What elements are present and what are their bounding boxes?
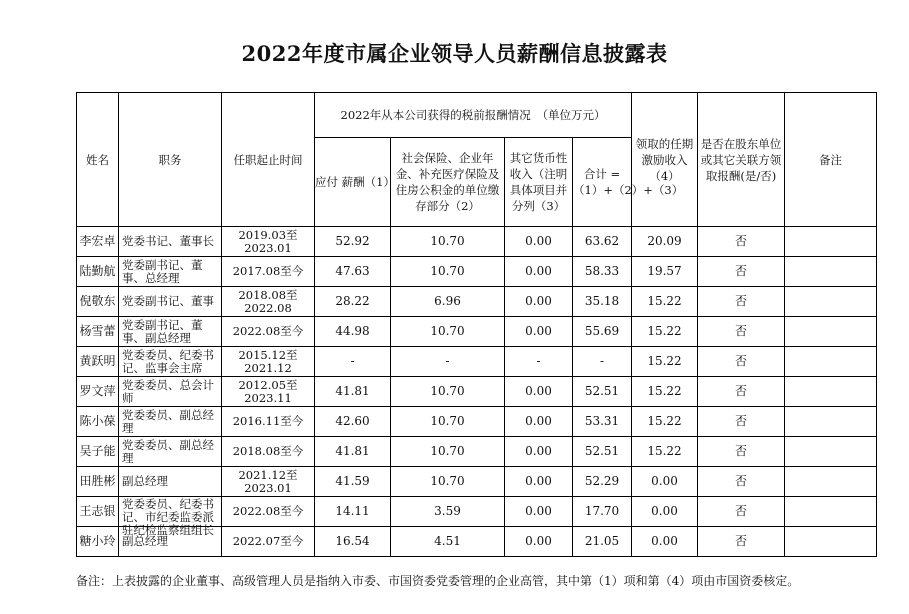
cell-related-party xyxy=(698,227,785,257)
cell-name xyxy=(77,467,119,497)
cell-remarks xyxy=(785,527,877,557)
cell-insurance xyxy=(391,407,505,437)
cell-incentive-text: 15.22 xyxy=(647,414,682,428)
header-other-income: 其它货币性收入（注明具体项目并分列（3） xyxy=(505,138,573,227)
cell-incentive-text: 19.57 xyxy=(647,264,682,278)
cell-other-income xyxy=(505,497,573,527)
cell-position-text: 党委委员、副总经理 xyxy=(122,437,214,465)
cell-position xyxy=(119,257,222,287)
cell-salary xyxy=(315,287,391,317)
cell-name-text: 糖小玲 xyxy=(79,534,116,548)
cell-total xyxy=(573,527,632,557)
cell-salary-text: 42.60 xyxy=(335,414,370,428)
cell-name xyxy=(77,347,119,377)
cell-other-income-text: 0.00 xyxy=(525,234,552,248)
cell-salary xyxy=(315,317,391,347)
header-insurance: 社会保险、企业年金、补充医疗保险及住房公积金的单位缴存部分（2） xyxy=(391,138,505,227)
cell-position-text: 党委书记、董事长 xyxy=(122,234,214,248)
cell-incentive xyxy=(632,437,698,467)
cell-total xyxy=(573,467,632,497)
cell-salary-text: 16.54 xyxy=(335,534,370,548)
cell-remarks xyxy=(785,437,877,467)
cell-other-income-text: - xyxy=(536,354,541,368)
cell-tenure-text: 2012.05至2023.11 xyxy=(238,377,298,405)
cell-incentive-text: 15.22 xyxy=(647,354,682,368)
cell-position-text: 党委委员、副总经理 xyxy=(122,407,214,435)
cell-other-income xyxy=(505,287,573,317)
table-row xyxy=(77,347,877,377)
cell-total-text: 63.62 xyxy=(584,234,620,248)
table-row xyxy=(77,257,877,287)
cell-incentive xyxy=(632,347,698,377)
cell-related-party-text: 否 xyxy=(735,384,748,398)
cell-tenure xyxy=(222,527,315,557)
cell-tenure xyxy=(222,437,315,467)
cell-insurance xyxy=(391,257,505,287)
cell-related-party-text: 否 xyxy=(735,474,748,488)
cell-tenure-text: 2022.07至今 xyxy=(232,534,304,548)
cell-related-party-text: 否 xyxy=(735,354,748,368)
cell-position-text: 党委副书记、董事、总经理 xyxy=(122,257,203,285)
header-total: 合计 =（1）+（2）+（3） xyxy=(573,138,632,227)
cell-tenure xyxy=(222,257,315,287)
table-row xyxy=(77,497,877,527)
cell-tenure xyxy=(222,287,315,317)
cell-tenure xyxy=(222,467,315,497)
cell-incentive xyxy=(632,257,698,287)
cell-name xyxy=(77,497,119,527)
cell-total-text: 17.70 xyxy=(584,504,620,518)
cell-position xyxy=(119,227,222,257)
cell-related-party xyxy=(698,437,785,467)
cell-salary xyxy=(315,257,391,287)
cell-total-text: - xyxy=(599,354,605,368)
cell-other-income xyxy=(505,407,573,437)
cell-position xyxy=(119,407,222,437)
cell-insurance-text: 6.96 xyxy=(434,294,461,308)
cell-total-text: 55.69 xyxy=(584,324,620,338)
cell-insurance-text: 10.70 xyxy=(430,324,465,338)
table-row xyxy=(77,407,877,437)
cell-related-party-text: 否 xyxy=(735,234,748,248)
cell-remarks xyxy=(785,377,877,407)
header-related-party: 是否在股东单位或其它关联方领取报酬(是/否) xyxy=(698,93,785,227)
cell-position xyxy=(119,377,222,407)
cell-name-text: 倪敬东 xyxy=(79,294,116,308)
cell-tenure xyxy=(222,407,315,437)
cell-salary xyxy=(315,497,391,527)
cell-position xyxy=(119,317,222,347)
cell-remarks xyxy=(785,497,877,527)
cell-tenure xyxy=(222,227,315,257)
cell-insurance-text: 10.70 xyxy=(430,414,465,428)
cell-salary-text: 52.92 xyxy=(335,234,370,248)
cell-other-income-text: 0.00 xyxy=(525,534,552,548)
cell-position-text: 党委委员、纪委书记、市纪委监委派驻纪检监察组组长 xyxy=(122,496,214,537)
cell-name xyxy=(77,527,119,557)
cell-insurance xyxy=(391,287,505,317)
cell-total-text: 52.29 xyxy=(584,474,620,488)
cell-incentive xyxy=(632,407,698,437)
cell-salary xyxy=(315,437,391,467)
table-row xyxy=(77,227,877,257)
cell-other-income xyxy=(505,227,573,257)
cell-other-income-text: 0.00 xyxy=(525,294,552,308)
footnote: 备注：上表披露的企业董事、高级管理人员是指纳入市委、市国资委党委管理的企业高管，其中第（1）项和第（4）项由市国资委核定。 xyxy=(76,574,800,588)
cell-position xyxy=(119,347,222,377)
cell-name xyxy=(77,287,119,317)
cell-insurance-text: 10.70 xyxy=(430,444,465,458)
cell-remarks xyxy=(785,407,877,437)
cell-total-text: 21.05 xyxy=(584,534,620,548)
header-salary: 应付 薪酬（1） xyxy=(315,138,391,227)
table-row xyxy=(77,467,877,497)
cell-insurance-text: 10.70 xyxy=(430,264,465,278)
cell-other-income xyxy=(505,437,573,467)
header-name: 姓名 xyxy=(77,93,119,227)
cell-related-party xyxy=(698,407,785,437)
cell-total xyxy=(573,407,632,437)
cell-salary xyxy=(315,377,391,407)
cell-other-income-text: 0.00 xyxy=(525,324,552,338)
cell-other-income xyxy=(505,317,573,347)
cell-total-text: 52.51 xyxy=(584,444,620,458)
cell-total xyxy=(573,317,632,347)
cell-position-text: 副总经理 xyxy=(122,474,168,488)
cell-incentive-text: 15.22 xyxy=(647,324,682,338)
cell-tenure-text: 2015.12至2021.12 xyxy=(238,347,298,375)
cell-salary xyxy=(315,227,391,257)
cell-name xyxy=(77,437,119,467)
cell-insurance-text: - xyxy=(445,354,450,368)
cell-incentive xyxy=(632,287,698,317)
cell-tenure-text: 2017.08至今 xyxy=(232,264,304,278)
cell-name xyxy=(77,317,119,347)
header-remarks: 备注 xyxy=(785,93,877,227)
cell-salary-text: - xyxy=(350,354,355,368)
cell-other-income-text: 0.00 xyxy=(525,264,552,278)
cell-insurance xyxy=(391,377,505,407)
cell-related-party-text: 否 xyxy=(735,324,748,338)
cell-position-text: 党委副书记、董事、副总经理 xyxy=(122,317,203,345)
cell-position-text: 党委副书记、董事 xyxy=(122,294,214,308)
cell-incentive-text: 0.00 xyxy=(651,474,678,488)
cell-total xyxy=(573,287,632,317)
cell-tenure xyxy=(222,317,315,347)
cell-insurance xyxy=(391,437,505,467)
cell-other-income-text: 0.00 xyxy=(525,414,552,428)
cell-related-party xyxy=(698,467,785,497)
cell-other-income-text: 0.00 xyxy=(525,474,552,488)
cell-total-text: 53.31 xyxy=(584,414,620,428)
cell-other-income-text: 0.00 xyxy=(525,504,552,518)
cell-insurance xyxy=(391,317,505,347)
cell-other-income-text: 0.00 xyxy=(525,444,552,458)
cell-name xyxy=(77,377,119,407)
table-row xyxy=(77,437,877,467)
cell-related-party xyxy=(698,287,785,317)
cell-other-income xyxy=(505,257,573,287)
cell-tenure-text: 2022.08至今 xyxy=(232,324,304,338)
cell-tenure-text: 2021.12至2023.01 xyxy=(238,467,298,495)
cell-related-party xyxy=(698,257,785,287)
header-position: 职务 xyxy=(119,93,222,227)
cell-name-text: 陆勤航 xyxy=(79,264,116,278)
cell-remarks xyxy=(785,227,877,257)
cell-salary-text: 41.59 xyxy=(335,474,370,488)
cell-total-text: 52.51 xyxy=(584,384,620,398)
cell-salary xyxy=(315,527,391,557)
cell-incentive-text: 20.09 xyxy=(647,234,682,248)
cell-incentive-text: 0.00 xyxy=(651,534,678,548)
cell-tenure xyxy=(222,497,315,527)
cell-salary-text: 28.22 xyxy=(335,294,370,308)
cell-name-text: 黄跃明 xyxy=(79,354,116,368)
cell-position-text: 党委委员、纪委书记、监事会主席 xyxy=(122,347,214,375)
cell-total xyxy=(573,377,632,407)
cell-remarks xyxy=(785,257,877,287)
cell-insurance-text: 10.70 xyxy=(430,474,465,488)
cell-related-party xyxy=(698,497,785,527)
cell-name-text: 吴子能 xyxy=(79,444,116,458)
cell-related-party xyxy=(698,347,785,377)
cell-related-party-text: 否 xyxy=(735,504,748,518)
cell-remarks xyxy=(785,287,877,317)
header-incentive: 领取的任期激励收入（4） xyxy=(632,93,698,227)
cell-insurance-text: 3.59 xyxy=(434,504,461,518)
cell-position xyxy=(119,437,222,467)
cell-incentive xyxy=(632,317,698,347)
cell-total-text: 58.33 xyxy=(584,264,620,278)
cell-related-party xyxy=(698,377,785,407)
cell-total xyxy=(573,497,632,527)
cell-insurance xyxy=(391,227,505,257)
cell-total xyxy=(573,227,632,257)
cell-insurance xyxy=(391,497,505,527)
cell-position xyxy=(119,287,222,317)
cell-incentive xyxy=(632,527,698,557)
cell-other-income xyxy=(505,467,573,497)
cell-tenure-text: 2018.08至2022.08 xyxy=(238,287,298,315)
header-tenure: 任职起止时间 xyxy=(222,93,315,227)
cell-tenure xyxy=(222,347,315,377)
cell-remarks xyxy=(785,467,877,497)
table-body xyxy=(77,227,877,557)
cell-remarks xyxy=(785,317,877,347)
cell-tenure xyxy=(222,377,315,407)
cell-related-party-text: 否 xyxy=(735,294,748,308)
cell-total-text: 35.18 xyxy=(584,294,620,308)
cell-total xyxy=(573,257,632,287)
cell-position-text: 党委委员、总会计师 xyxy=(122,377,214,405)
cell-related-party-text: 否 xyxy=(735,444,748,458)
cell-name xyxy=(77,227,119,257)
cell-position xyxy=(119,467,222,497)
cell-insurance-text: 10.70 xyxy=(430,234,465,248)
cell-tenure-text: 2018.08至今 xyxy=(232,444,304,458)
cell-other-income xyxy=(505,347,573,377)
table-row xyxy=(77,317,877,347)
cell-name-text: 杨雪蕾 xyxy=(79,324,116,338)
cell-name-text: 李宏卓 xyxy=(79,234,116,248)
cell-salary-text: 41.81 xyxy=(335,444,370,458)
cell-insurance xyxy=(391,347,505,377)
cell-salary-text: 41.81 xyxy=(335,384,370,398)
cell-total xyxy=(573,347,632,377)
cell-insurance-text: 4.51 xyxy=(434,534,461,548)
cell-salary-text: 14.11 xyxy=(335,504,370,518)
cell-insurance xyxy=(391,527,505,557)
cell-related-party-text: 否 xyxy=(735,264,748,278)
cell-tenure-text: 2016.11至今 xyxy=(232,414,304,428)
cell-incentive xyxy=(632,377,698,407)
cell-salary-text: 47.63 xyxy=(335,264,370,278)
cell-incentive xyxy=(632,227,698,257)
cell-other-income xyxy=(505,527,573,557)
table-row xyxy=(77,287,877,317)
cell-name-text: 田胜彬 xyxy=(79,474,116,488)
cell-incentive-text: 15.22 xyxy=(647,384,682,398)
cell-remarks xyxy=(785,347,877,377)
cell-position xyxy=(119,496,222,537)
cell-tenure-text: 2019.03至2023.01 xyxy=(238,227,298,255)
cell-insurance xyxy=(391,467,505,497)
cell-salary-text: 44.98 xyxy=(335,324,370,338)
cell-incentive xyxy=(632,467,698,497)
cell-related-party xyxy=(698,317,785,347)
cell-total xyxy=(573,437,632,467)
cell-name-text: 王志银 xyxy=(79,504,116,518)
cell-incentive-text: 15.22 xyxy=(647,444,682,458)
cell-insurance-text: 10.70 xyxy=(430,384,465,398)
table-row xyxy=(77,377,877,407)
cell-salary xyxy=(315,467,391,497)
cell-incentive-text: 0.00 xyxy=(651,504,678,518)
page-title: 2022年度市属企业领导人员薪酬信息披露表 xyxy=(241,41,668,66)
cell-related-party-text: 否 xyxy=(735,534,748,548)
salary-disclosure-table xyxy=(76,92,877,557)
cell-incentive-text: 15.22 xyxy=(647,294,682,308)
cell-name xyxy=(77,257,119,287)
cell-tenure-text: 2022.08至今 xyxy=(232,504,304,518)
cell-incentive xyxy=(632,497,698,527)
cell-other-income xyxy=(505,377,573,407)
cell-salary xyxy=(315,347,391,377)
cell-name-text: 陈小葆 xyxy=(79,414,116,428)
cell-salary xyxy=(315,407,391,437)
cell-name xyxy=(77,407,119,437)
cell-other-income-text: 0.00 xyxy=(525,384,552,398)
cell-position-text: 副总经理 xyxy=(122,534,168,548)
cell-related-party xyxy=(698,527,785,557)
cell-related-party-text: 否 xyxy=(735,414,748,428)
header-pay-group: 2022年从本公司获得的税前报酬情况 （单位万元） xyxy=(315,93,632,138)
cell-name-text: 罗文萍 xyxy=(79,384,116,398)
